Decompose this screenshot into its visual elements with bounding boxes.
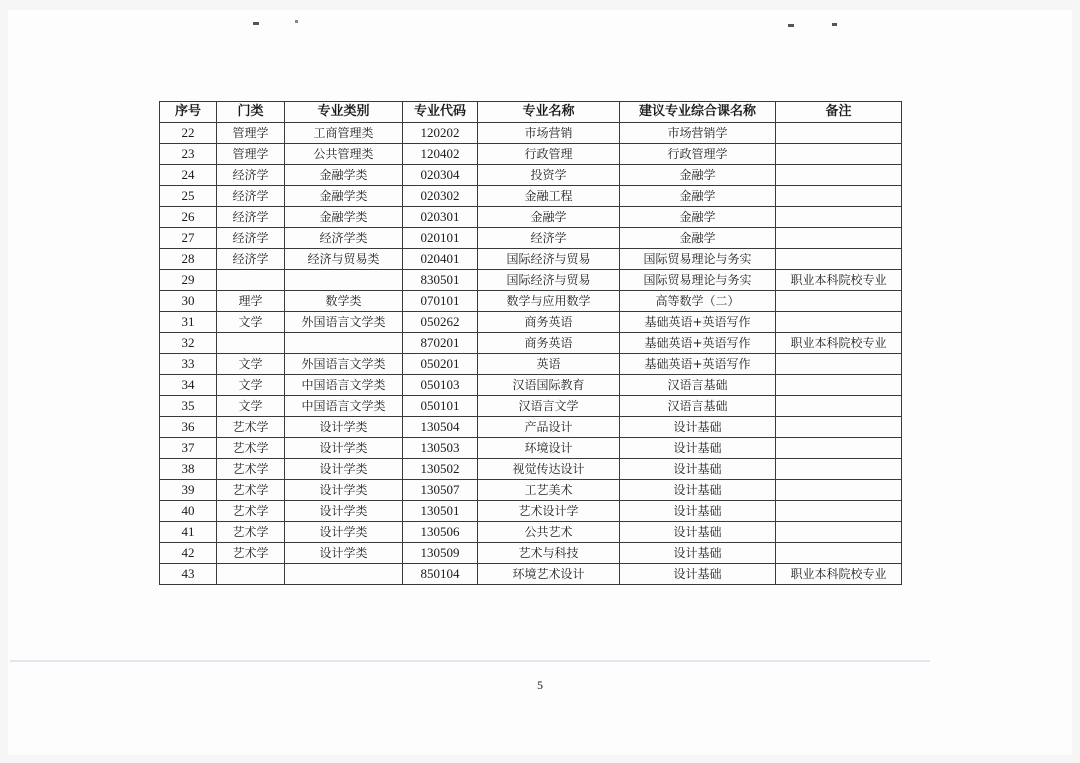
cell-major-name: 产品设计: [478, 417, 620, 438]
cell-remarks: [776, 480, 902, 501]
cell-seq: 25: [160, 186, 217, 207]
cell-category: 艺术学: [217, 501, 285, 522]
cell-major-code: 130506: [403, 522, 478, 543]
cell-major-name: 公共艺术: [478, 522, 620, 543]
table-row: [160, 228, 902, 249]
cell-course-name: 汉语言基础: [620, 375, 776, 396]
cell-major-class: 设计学类: [285, 522, 403, 543]
cell-seq: 31: [160, 312, 217, 333]
cell-course-name: 金融学: [620, 186, 776, 207]
cell-seq: 23: [160, 144, 217, 165]
table-row: [160, 417, 902, 438]
cell-course-name: 设计基础: [620, 522, 776, 543]
cell-remarks: [776, 354, 902, 375]
cell-course-name: 国际贸易理论与务实: [620, 249, 776, 270]
cell-major-class: [285, 564, 403, 585]
cell-remarks: [776, 522, 902, 543]
cell-seq: 37: [160, 438, 217, 459]
cell-remarks: [776, 186, 902, 207]
cell-major-class: 公共管理类: [285, 144, 403, 165]
header-row: [160, 102, 902, 123]
scan-mark: [832, 23, 837, 26]
cell-seq: 42: [160, 543, 217, 564]
cell-remarks: 职业本科院校专业: [776, 564, 902, 585]
cell-course-name: 金融学: [620, 207, 776, 228]
table-row: [160, 459, 902, 480]
table-row: [160, 123, 902, 144]
cell-category: 艺术学: [217, 438, 285, 459]
cell-major-name: 国际经济与贸易: [478, 249, 620, 270]
cell-course-name: 设计基础: [620, 501, 776, 522]
cell-category: 艺术学: [217, 417, 285, 438]
cell-major-code: 130501: [403, 501, 478, 522]
cell-remarks: [776, 417, 902, 438]
cell-course-name: 市场营销学: [620, 123, 776, 144]
cell-major-name: 艺术与科技: [478, 543, 620, 564]
table-row: [160, 564, 902, 585]
cell-category: [217, 333, 285, 354]
cell-major-code: 130509: [403, 543, 478, 564]
table-row: [160, 522, 902, 543]
cell-category: 文学: [217, 354, 285, 375]
cell-major-code: 050101: [403, 396, 478, 417]
cell-category: 艺术学: [217, 480, 285, 501]
cell-major-code: 120402: [403, 144, 478, 165]
cell-remarks: [776, 291, 902, 312]
cell-seq: 36: [160, 417, 217, 438]
cell-major-code: 020101: [403, 228, 478, 249]
cell-major-class: 设计学类: [285, 438, 403, 459]
cell-category: 经济学: [217, 165, 285, 186]
cell-seq: 29: [160, 270, 217, 291]
table-row: [160, 144, 902, 165]
cell-course-name: 金融学: [620, 165, 776, 186]
cell-seq: 32: [160, 333, 217, 354]
table-row: [160, 396, 902, 417]
cell-course-name: 设计基础: [620, 543, 776, 564]
cell-remarks: [776, 144, 902, 165]
cell-seq: 41: [160, 522, 217, 543]
cell-major-code: 020301: [403, 207, 478, 228]
table-row: [160, 270, 902, 291]
cell-major-class: 设计学类: [285, 501, 403, 522]
scan-line: [10, 660, 930, 662]
scan-mark: [295, 20, 298, 23]
cell-major-class: 中国语言文学类: [285, 396, 403, 417]
header-cell-remarks: 备注: [776, 102, 902, 123]
cell-category: 经济学: [217, 207, 285, 228]
cell-remarks: [776, 165, 902, 186]
cell-category: 艺术学: [217, 543, 285, 564]
cell-major-class: 设计学类: [285, 417, 403, 438]
cell-major-code: 050103: [403, 375, 478, 396]
cell-course-name: 高等数学（二）: [620, 291, 776, 312]
cell-remarks: [776, 396, 902, 417]
cell-remarks: [776, 123, 902, 144]
table-row: [160, 207, 902, 228]
cell-major-code: 130504: [403, 417, 478, 438]
cell-category: 经济学: [217, 186, 285, 207]
cell-seq: 38: [160, 459, 217, 480]
table-row: [160, 480, 902, 501]
cell-category: 文学: [217, 375, 285, 396]
cell-remarks: [776, 501, 902, 522]
cell-category: 艺术学: [217, 459, 285, 480]
cell-remarks: [776, 249, 902, 270]
cell-major-code: 020401: [403, 249, 478, 270]
header-cell-major-name: 专业名称: [478, 102, 620, 123]
table-body: [160, 123, 902, 585]
cell-course-name: 设计基础: [620, 564, 776, 585]
cell-major-class: 数学类: [285, 291, 403, 312]
cell-remarks: [776, 207, 902, 228]
scan-mark: [253, 22, 259, 25]
cell-category: 经济学: [217, 228, 285, 249]
cell-remarks: 职业本科院校专业: [776, 333, 902, 354]
cell-major-code: 020302: [403, 186, 478, 207]
cell-major-class: 中国语言文学类: [285, 375, 403, 396]
cell-course-name: 基础英语+英语写作: [620, 354, 776, 375]
cell-category: 艺术学: [217, 522, 285, 543]
table-row: [160, 501, 902, 522]
cell-course-name: 金融学: [620, 228, 776, 249]
cell-remarks: [776, 438, 902, 459]
cell-major-code: 020304: [403, 165, 478, 186]
cell-major-name: 环境设计: [478, 438, 620, 459]
cell-major-class: 设计学类: [285, 459, 403, 480]
cell-course-name: 设计基础: [620, 438, 776, 459]
cell-major-code: 850104: [403, 564, 478, 585]
cell-major-class: 金融学类: [285, 186, 403, 207]
cell-major-name: 商务英语: [478, 312, 620, 333]
table-row: [160, 291, 902, 312]
cell-major-name: 行政管理: [478, 144, 620, 165]
cell-seq: 26: [160, 207, 217, 228]
cell-major-name: 投资学: [478, 165, 620, 186]
cell-remarks: [776, 375, 902, 396]
cell-major-code: 050201: [403, 354, 478, 375]
cell-major-name: 英语: [478, 354, 620, 375]
cell-seq: 40: [160, 501, 217, 522]
cell-major-code: 870201: [403, 333, 478, 354]
cell-remarks: [776, 459, 902, 480]
header-cell-major-class: 专业类别: [285, 102, 403, 123]
cell-category: 经济学: [217, 249, 285, 270]
cell-major-class: 经济与贸易类: [285, 249, 403, 270]
table-row: [160, 312, 902, 333]
cell-major-class: 设计学类: [285, 543, 403, 564]
cell-course-name: 基础英语+英语写作: [620, 333, 776, 354]
cell-category: [217, 564, 285, 585]
cell-major-name: 环境艺术设计: [478, 564, 620, 585]
table-header: [160, 102, 902, 123]
cell-category: 文学: [217, 312, 285, 333]
cell-course-name: 汉语言基础: [620, 396, 776, 417]
cell-major-name: 商务英语: [478, 333, 620, 354]
cell-major-class: 外国语言文学类: [285, 312, 403, 333]
cell-major-class: 经济学类: [285, 228, 403, 249]
cell-seq: 33: [160, 354, 217, 375]
table-row: [160, 186, 902, 207]
cell-major-code: 130507: [403, 480, 478, 501]
cell-major-class: 金融学类: [285, 165, 403, 186]
page-number: 5: [537, 678, 543, 692]
table-row: [160, 165, 902, 186]
cell-major-code: 130503: [403, 438, 478, 459]
cell-remarks: [776, 228, 902, 249]
cell-major-code: 070101: [403, 291, 478, 312]
cell-major-code: 120202: [403, 123, 478, 144]
cell-major-name: 工艺美术: [478, 480, 620, 501]
cell-seq: 24: [160, 165, 217, 186]
table-row: [160, 333, 902, 354]
cell-major-name: 艺术设计学: [478, 501, 620, 522]
table-row: [160, 375, 902, 396]
cell-seq: 22: [160, 123, 217, 144]
scan-mark: [788, 24, 794, 27]
cell-seq: 35: [160, 396, 217, 417]
table-row: [160, 249, 902, 270]
cell-major-name: 数学与应用数学: [478, 291, 620, 312]
cell-major-class: 工商管理类: [285, 123, 403, 144]
cell-category: 管理学: [217, 123, 285, 144]
cell-seq: 39: [160, 480, 217, 501]
cell-major-name: 汉语国际教育: [478, 375, 620, 396]
cell-category: 管理学: [217, 144, 285, 165]
header-cell-major-code: 专业代码: [403, 102, 478, 123]
cell-major-class: [285, 333, 403, 354]
cell-major-name: 国际经济与贸易: [478, 270, 620, 291]
header-cell-category: 门类: [217, 102, 285, 123]
cell-major-class: 外国语言文学类: [285, 354, 403, 375]
header-cell-course-name: 建议专业综合课名称: [620, 102, 776, 123]
cell-major-name: 经济学: [478, 228, 620, 249]
cell-major-name: 市场营销: [478, 123, 620, 144]
cell-seq: 43: [160, 564, 217, 585]
cell-course-name: 设计基础: [620, 480, 776, 501]
table-row: [160, 438, 902, 459]
table-row: [160, 543, 902, 564]
cell-seq: 27: [160, 228, 217, 249]
table-row: [160, 354, 902, 375]
cell-major-code: 830501: [403, 270, 478, 291]
cell-course-name: 基础英语+英语写作: [620, 312, 776, 333]
cell-major-name: 金融学: [478, 207, 620, 228]
cell-major-name: 汉语言文学: [478, 396, 620, 417]
cell-major-code: 050262: [403, 312, 478, 333]
cell-major-code: 130502: [403, 459, 478, 480]
cell-major-class: [285, 270, 403, 291]
cell-major-class: 金融学类: [285, 207, 403, 228]
cell-category: 理学: [217, 291, 285, 312]
cell-seq: 30: [160, 291, 217, 312]
cell-major-name: 金融工程: [478, 186, 620, 207]
cell-major-class: 设计学类: [285, 480, 403, 501]
major-course-table: [159, 101, 902, 585]
header-cell-seq: 序号: [160, 102, 217, 123]
cell-seq: 34: [160, 375, 217, 396]
cell-seq: 28: [160, 249, 217, 270]
cell-course-name: 设计基础: [620, 459, 776, 480]
cell-remarks: [776, 312, 902, 333]
cell-category: 文学: [217, 396, 285, 417]
cell-remarks: 职业本科院校专业: [776, 270, 902, 291]
cell-major-name: 视觉传达设计: [478, 459, 620, 480]
cell-category: [217, 270, 285, 291]
cell-course-name: 行政管理学: [620, 144, 776, 165]
cell-remarks: [776, 543, 902, 564]
cell-course-name: 设计基础: [620, 417, 776, 438]
cell-course-name: 国际贸易理论与务实: [620, 270, 776, 291]
